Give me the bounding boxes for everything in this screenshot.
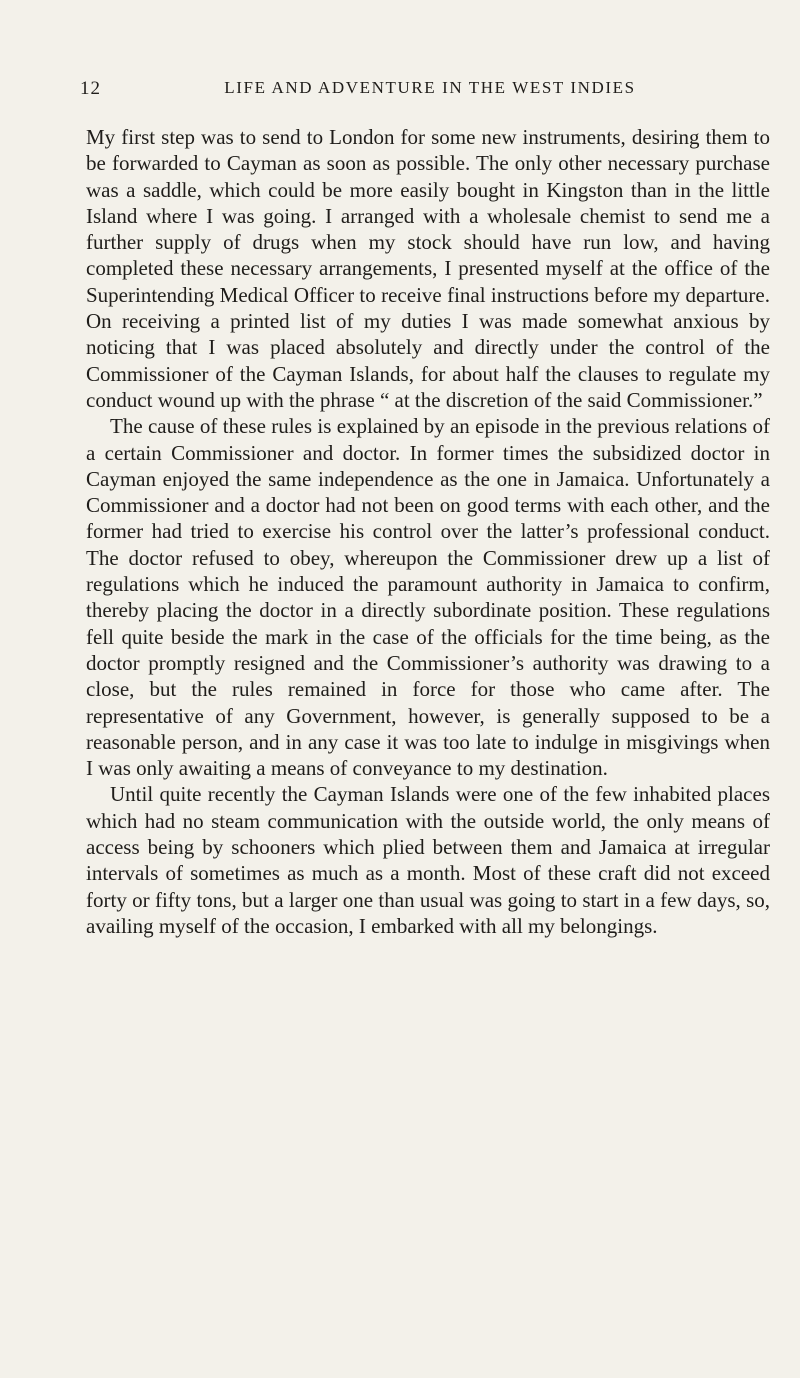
running-head xyxy=(80,78,770,102)
paragraph-3: Until quite recently the Cayman Islands were one of the few inhabited places which had no steam communication with the outside world, the only means of access being by schooners which plied between them and Jamaica at irregular intervals of sometimes as much as a month. Most of these craft did not exceed forty or fifty tons, but a larger one than usual was going to start in a few days, so, availing myself of the occasion, I embarked with all my belongings. xyxy=(86,782,770,938)
paragraph-1: My first step was to send to London for some new instruments, desiring them to be forwarded to Cayman as soon as possible. The only other necessary purchase was a saddle, which could be more easily bought in Kingston than in the little Island where I was going. I arranged with a wholesale chemist to send me a further supply of drugs when my stock should have run low, and having completed these necessary arrangements, I presented myself at the office of the Superintending Medical Officer to receive final instructions before my departure. On receiving a printed list of my duties I was made somewhat anxious by noticing that I was placed absolutely and directly under the control of the Commissioner of the Cayman Islands, for about half the clauses to regulate my conduct wound up with the phrase “ at the discretion of the said Commissioner.” xyxy=(86,125,770,412)
page-number: 12 xyxy=(80,78,101,99)
running-head-title: LIFE AND ADVENTURE IN THE WEST INDIES xyxy=(224,78,636,97)
paragraph-2: The cause of these rules is explained by an episode in the previous relations of a certain Commissioner and doctor. In former times the subsidized doctor in Cayman enjoyed the same independence as the one in Jamaica. Unfortunately a Commissioner and a doctor had not been on good terms with each other, and the former had tried to exercise his control over the latter’s professional conduct. The doctor refused to obey, whereupon the Commissioner drew up a list of regulations which he induced the paramount authority in Jamaica to confirm, thereby placing the doctor in a directly subordinate position. These regulations fell quite beside the mark in the case of the officials for the time being, as the doctor promptly resigned and the Commissioner’s authority was drawing to a close, but the rules remained in force for those who came after. The representative of any Government, however, is generally supposed to be a reasonable person, and in any case it was too late to indulge in misgivings when I was only awaiting a means of conveyance to my destination. xyxy=(86,414,770,781)
body-text xyxy=(86,124,770,939)
